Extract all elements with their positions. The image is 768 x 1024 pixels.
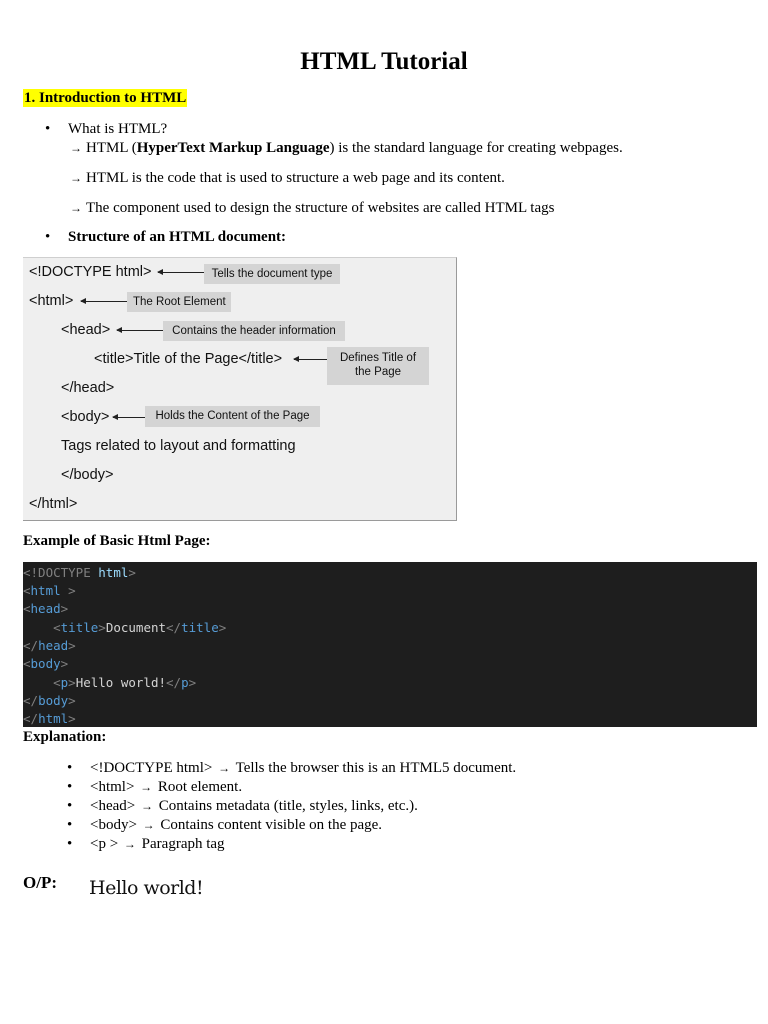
arrow-left-icon	[294, 359, 327, 360]
page-title: HTML Tutorial	[300, 48, 468, 75]
explanation-item	[90, 759, 516, 777]
explanation-desc: Contains metadata (title, styles, links, etc.).	[158, 798, 418, 814]
explanation-tag: <body>	[90, 817, 137, 833]
explanation-item	[90, 835, 225, 853]
point-1-bold: HyperText Markup Language	[136, 140, 330, 156]
arrow-icon: →	[218, 761, 231, 775]
arrow-icon: →	[70, 171, 82, 185]
explanation-item	[90, 778, 242, 796]
bullet-glyph: •	[67, 836, 73, 852]
structure-heading: Structure of an HTML document:	[68, 229, 287, 245]
bullet-glyph: •	[67, 760, 73, 776]
diagram-line-html-close: </html>	[29, 496, 78, 512]
arrow-left-icon	[158, 272, 204, 273]
explanation-tag: <p >	[90, 836, 119, 852]
point-html-definition	[70, 139, 623, 157]
section-heading-introduction: 1. Introduction to HTML	[24, 90, 187, 106]
point-1-pre: HTML (	[86, 140, 137, 156]
diagram-line-body-close: </body>	[61, 467, 114, 483]
arrow-icon: →	[140, 799, 153, 813]
explanation-tag: <!DOCTYPE html>	[90, 760, 213, 776]
arrow-icon: →	[123, 837, 136, 851]
label-head: Contains the header information	[163, 321, 345, 341]
code-line: <p>Hello world!</p>	[53, 675, 197, 690]
diagram-line-body-content: Tags related to layout and formatting	[61, 438, 296, 454]
label-body: Holds the Content of the Page	[145, 406, 320, 427]
point-2-text: HTML is the code that is used to structure a web page and its content.	[86, 170, 505, 186]
diagram-line-html-open: <html>	[29, 293, 74, 309]
explanation-tag: <head>	[90, 798, 136, 814]
bullet-glyph: •	[45, 229, 51, 245]
label-doctype: Tells the document type	[204, 264, 340, 284]
code-line: <title>Document</title>	[53, 620, 227, 635]
explanation-desc: Root element.	[157, 779, 243, 795]
bullet-glyph: •	[67, 779, 73, 795]
example-heading: Example of Basic Html Page:	[23, 533, 211, 549]
explanation-desc: Tells the browser this is an HTML5 document.	[235, 760, 517, 776]
output-value: Hello world!	[89, 877, 204, 899]
point-1-post: ) is the standard language for creating webpages.	[329, 140, 623, 156]
explanation-desc: Paragraph tag	[141, 836, 225, 852]
point-html-tags	[70, 199, 554, 217]
arrow-left-icon	[117, 330, 163, 331]
code-line: <body>	[23, 656, 69, 671]
bullet-glyph: •	[67, 817, 73, 833]
bullet-glyph: •	[45, 121, 51, 137]
arrow-left-icon	[81, 301, 127, 302]
label-title: Defines Title of the Page	[327, 347, 429, 385]
code-line: </body>	[23, 693, 76, 708]
label-html: The Root Element	[127, 292, 231, 312]
explanation-tag: <html>	[90, 779, 135, 795]
explanation-desc: Contains content visible on the page.	[160, 817, 383, 833]
diagram-line-doctype: <!DOCTYPE html>	[29, 264, 152, 280]
bullet-glyph: •	[67, 798, 73, 814]
code-line: </html>	[23, 711, 76, 726]
explanation-item	[90, 816, 382, 834]
arrow-icon: →	[70, 201, 82, 215]
diagram-line-head-open: <head>	[61, 322, 111, 338]
code-line: <!DOCTYPE html>	[23, 565, 136, 580]
diagram-line-title: <title>Title of the Page</title>	[94, 351, 283, 367]
diagram-line-body-open: <body>	[61, 409, 110, 425]
point-html-structure	[70, 169, 505, 187]
output-label: O/P:	[23, 873, 57, 892]
point-3-text: The component used to design the structure of websites are called HTML tags	[86, 200, 555, 216]
code-block	[23, 562, 757, 727]
code-line: </head>	[23, 638, 76, 653]
explanation-item	[90, 797, 418, 815]
explanation-heading: Explanation:	[23, 729, 107, 745]
arrow-icon: →	[142, 818, 155, 832]
arrow-icon: →	[140, 780, 153, 794]
arrow-left-icon	[113, 417, 145, 418]
what-is-html-text: What is HTML?	[68, 121, 168, 137]
structure-diagram	[23, 257, 457, 521]
code-line: <head>	[23, 601, 69, 616]
diagram-line-head-close: </head>	[61, 380, 115, 396]
code-line: <html >	[23, 583, 76, 598]
arrow-icon: →	[70, 141, 82, 155]
